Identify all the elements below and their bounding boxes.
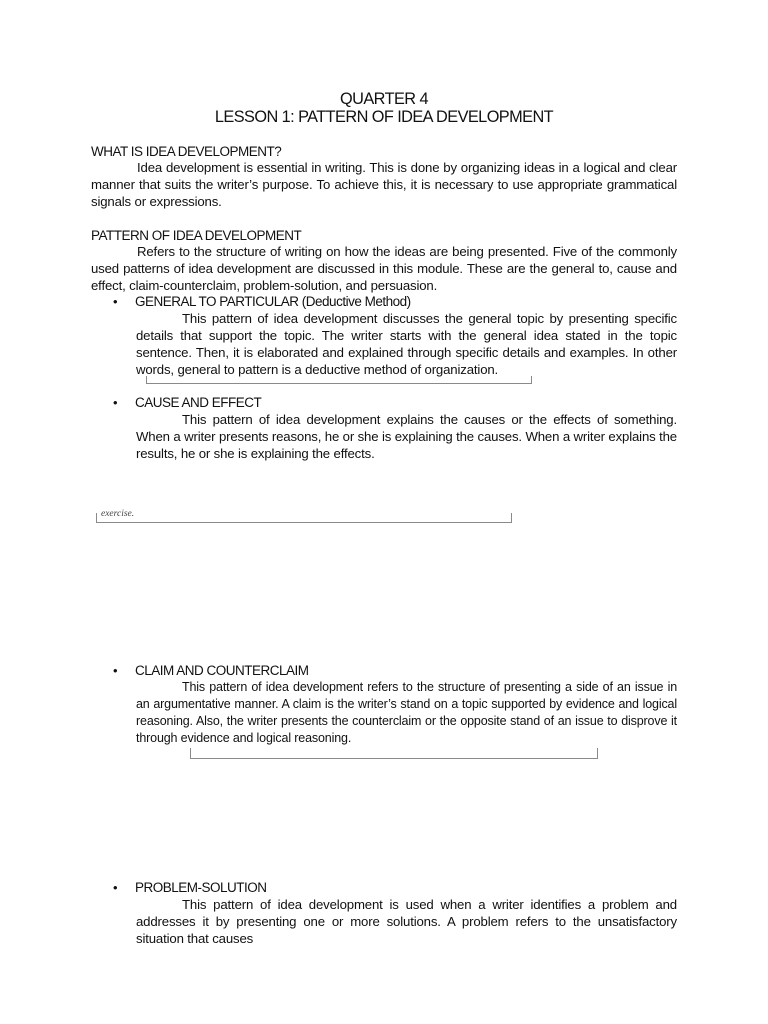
bullet-claim-and-counterclaim (113, 663, 309, 678)
bullet-body-claim-and-counterclaim: This pattern of idea development refers to the structure of presenting a side of an issue in an argumentative manner. A claim is the writer’s stand on a topic supported by evidence and logical reasoning. Also, the writer presents the counterclaim or the opposite stand of an issue to disprove it through evidence and logical reasoning. (136, 680, 677, 745)
bullet-icon: • (113, 395, 118, 410)
bullet-icon: • (113, 294, 118, 309)
bullet-body-cause-and-effect: This pattern of idea development explains the causes or the effects of something. When a writer presents reasons, he or she is explaining the causes. When a writer explains the results, he or she is explaining the effects. (136, 412, 677, 461)
bullet-general-to-particular (113, 294, 411, 309)
quarter-title: QUARTER 4 (340, 89, 428, 108)
example-box-frame (190, 748, 598, 759)
section-body-pattern: Refers to the structure of writing on how the ideas are being presented. Five of the commonly used patterns of idea development are discussed in this module. These are the general to, cause and effect, claim-counterclaim, problem-solution, and persuasion. (91, 244, 677, 293)
section-heading-what-is: WHAT IS IDEA DEVELOPMENT? (91, 144, 282, 159)
bullet-label: GENERAL TO PARTICULAR (Deductive Method) (135, 294, 411, 309)
bullet-problem-solution (113, 880, 267, 895)
bullet-body-problem-solution: This pattern of idea development is used when a writer identifies a problem and addresses it by presenting one or more solutions. A problem refers to the unsatisfactory situation that causes (136, 897, 677, 946)
example-box-frame (96, 513, 512, 523)
bullet-label: PROBLEM-SOLUTION (135, 880, 267, 895)
bullet-body-general-to-particular: This pattern of idea development discusses the general topic by presenting specific details that support the topic. The writer starts with the general idea stated in the topic sentence. Then, it is elaborated and explained through specific details and examples. In other words, general to pattern is a deductive method of organization. (136, 311, 677, 377)
bullet-icon: • (113, 663, 118, 678)
bullet-cause-and-effect (113, 395, 261, 410)
lesson-title: LESSON 1: PATTERN OF IDEA DEVELOPMENT (214, 107, 554, 126)
bullet-label: CLAIM AND COUNTERCLAIM (135, 663, 309, 678)
section-body-what-is: Idea development is essential in writing. This is done by organizing ideas in a logical and clear manner that suits the writer’s purpose. To achieve this, it is necessary to use appropriate grammatical signals or expressions. (91, 160, 677, 209)
example-box-text: exercise. (101, 509, 135, 519)
section-heading-pattern: PATTERN OF IDEA DEVELOPMENT (91, 228, 302, 243)
bullet-label: CAUSE AND EFFECT (135, 395, 262, 410)
bullet-icon: • (113, 880, 118, 895)
